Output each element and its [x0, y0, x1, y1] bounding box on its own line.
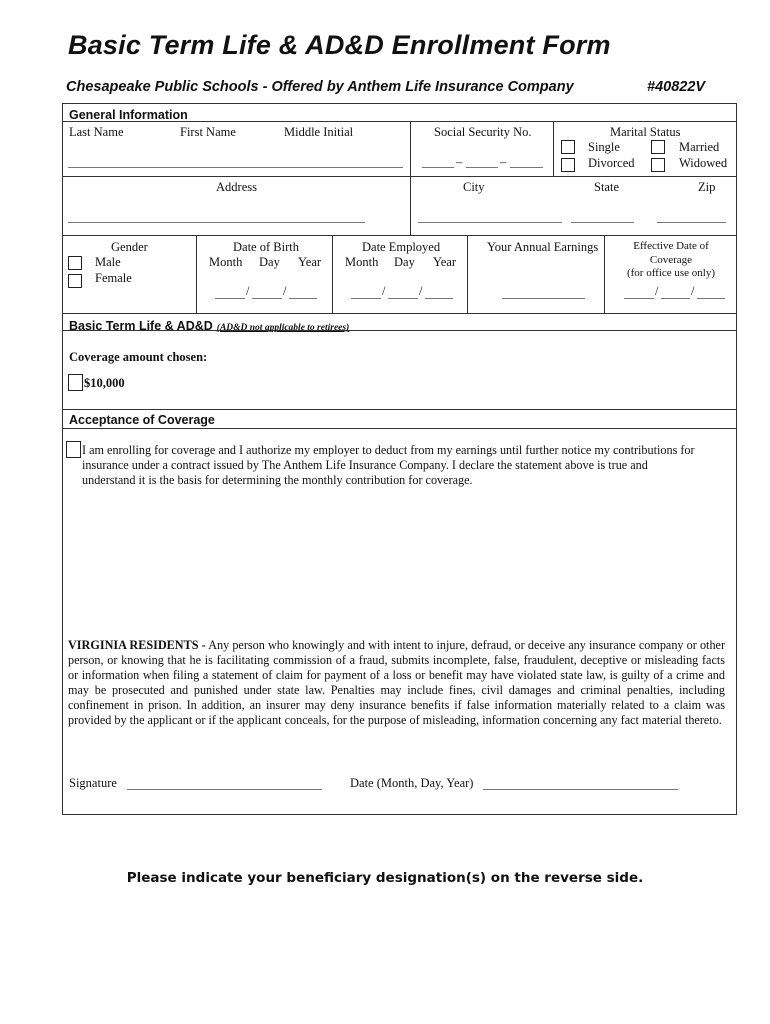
- effective-slash-2: /: [691, 284, 695, 298]
- employed-slash-2: /: [419, 284, 423, 298]
- coverage-10000-checkbox[interactable]: [68, 374, 83, 391]
- signature-field[interactable]: [127, 789, 322, 790]
- last-name-label: Last Name: [69, 125, 124, 139]
- employed-label: Date Employed: [362, 240, 441, 254]
- ssn-label: Social Security No.: [434, 125, 532, 139]
- effective-month-field[interactable]: [624, 298, 654, 299]
- employed-day-field[interactable]: [388, 298, 418, 299]
- dob-day-field[interactable]: [252, 298, 282, 299]
- employed-month-field[interactable]: [351, 298, 381, 299]
- employed-day-label: Day: [394, 255, 415, 269]
- city-label: City: [463, 180, 485, 194]
- form-subtitle: Chesapeake Public Schools - Offered by Anthem Life Insurance Company: [66, 79, 574, 95]
- divorced-checkbox[interactable]: [561, 158, 575, 172]
- divider-marital: [553, 121, 554, 176]
- female-label: Female: [95, 271, 132, 285]
- employed-year-label: Year: [433, 255, 457, 269]
- divider-dob: [332, 235, 333, 313]
- married-checkbox[interactable]: [651, 140, 665, 154]
- effective-date-label-2: Coverage: [649, 254, 693, 266]
- dob-label: Date of Birth: [233, 240, 299, 254]
- zip-label: Zip: [698, 180, 716, 194]
- single-checkbox[interactable]: [561, 140, 575, 154]
- acceptance-heading: Acceptance of Coverage: [69, 413, 215, 427]
- signature-date-label: Date (Month, Day, Year): [350, 776, 474, 790]
- widowed-label: Widowed: [679, 156, 728, 170]
- single-label: Single: [588, 140, 620, 154]
- dob-day-label: Day: [259, 255, 280, 269]
- dob-slash-2: /: [283, 284, 287, 298]
- dob-year-label: Year: [298, 255, 322, 269]
- divider-ssn: [410, 121, 411, 235]
- address-label: Address: [216, 180, 257, 194]
- address-field[interactable]: [68, 222, 365, 223]
- divorced-label: Divorced: [588, 156, 635, 170]
- signature-date-field[interactable]: [483, 789, 678, 790]
- rule-acceptance-top: [62, 409, 737, 410]
- middle-initial-label: Middle Initial: [284, 125, 354, 139]
- acceptance-line-1: I am enrolling for coverage and I authorize my employer to deduct from my earnings until further notice my contributions for: [82, 443, 695, 457]
- first-name-label: First Name: [180, 125, 236, 139]
- state-field[interactable]: [571, 222, 634, 223]
- rule-row2: [62, 235, 737, 236]
- male-label: Male: [95, 255, 121, 269]
- effective-date-label-1: Effective Date of: [633, 240, 709, 252]
- coverage-amount-label: Coverage amount chosen:: [69, 350, 208, 364]
- divider-gender: [196, 235, 197, 313]
- form-number: #40822V: [647, 79, 706, 95]
- rule-row3: [62, 313, 737, 314]
- effective-year-field[interactable]: [697, 298, 725, 299]
- acceptance-line-3: understand it is the basis for determining the monthly contribution for coverage.: [82, 473, 473, 487]
- ssn-field-part1[interactable]: [422, 167, 454, 168]
- signature-label: Signature: [69, 776, 117, 790]
- general-info-heading: General Information: [69, 108, 188, 122]
- employed-slash-1: /: [382, 284, 386, 298]
- widowed-checkbox[interactable]: [651, 158, 665, 172]
- coverage-heading-note: (AD&D not applicable to retirees): [216, 323, 350, 333]
- earnings-label: Your Annual Earnings: [487, 240, 599, 254]
- dob-month-label: Month: [209, 255, 243, 269]
- dob-slash-1: /: [246, 284, 250, 298]
- gender-label: Gender: [111, 240, 148, 254]
- dob-year-field[interactable]: [289, 298, 317, 299]
- coverage-10000-label: $10,000: [84, 376, 125, 390]
- ssn-separator-2: –: [500, 155, 507, 169]
- effective-slash-1: /: [655, 284, 659, 298]
- female-checkbox[interactable]: [68, 274, 82, 288]
- coverage-heading-text: Basic Term Life & AD&D: [69, 319, 213, 333]
- effective-day-field[interactable]: [661, 298, 690, 299]
- form-title: Basic Term Life & AD&D Enrollment Form: [68, 30, 611, 60]
- acceptance-checkbox[interactable]: [66, 441, 81, 458]
- marital-status-label: Marital Status: [610, 125, 681, 139]
- ssn-field-part3[interactable]: [510, 167, 543, 168]
- name-field[interactable]: [68, 167, 403, 168]
- dob-month-field[interactable]: [215, 298, 245, 299]
- state-label: State: [594, 180, 619, 194]
- employed-year-field[interactable]: [425, 298, 453, 299]
- divider-employed: [467, 235, 468, 313]
- earnings-field[interactable]: [502, 298, 585, 299]
- acceptance-line-2: insurance under a contract issued by The Anthem Life Insurance Company. I declare the statement above is true and: [82, 458, 648, 472]
- rule-acceptance-head: [62, 428, 737, 429]
- rule-row1: [62, 176, 737, 177]
- virginia-heading: VIRGINIA RESIDENTS -: [68, 638, 206, 652]
- virginia-text: Any person who knowingly and with intent to injure, defraud, or deceive any insurance company or other person, or knowing that he is facilitating commission of a fraud, submits incomplete, false, fraudulent, deceptive or misleading facts or information when filing a statement of claim for payment of a loss or benefit may have violated state law, is guilty of a crime and may be prosecuted and punished under state law. Penalties may include fines, civil damages and criminal penalties, including confinement in prison. In addition, an insurer may deny insurance benefits if false information materially related to a claim was provided by the applicant or if the applicant conceals, for the purpose of misleading, information concerning any fact material thereto.: [68, 638, 726, 727]
- ssn-field-part2[interactable]: [466, 167, 498, 168]
- male-checkbox[interactable]: [68, 256, 82, 270]
- beneficiary-note: Please indicate your beneficiary designation(s) on the reverse side.: [126, 870, 644, 886]
- divider-earnings: [604, 235, 605, 313]
- zip-field[interactable]: [657, 222, 726, 223]
- effective-date-label-3: (for office use only): [626, 267, 716, 279]
- city-field[interactable]: [418, 222, 562, 223]
- employed-month-label: Month: [345, 255, 379, 269]
- virginia-notice: [68, 638, 725, 728]
- coverage-heading: [69, 317, 349, 335]
- married-label: Married: [679, 140, 720, 154]
- ssn-separator-1: –: [456, 155, 463, 169]
